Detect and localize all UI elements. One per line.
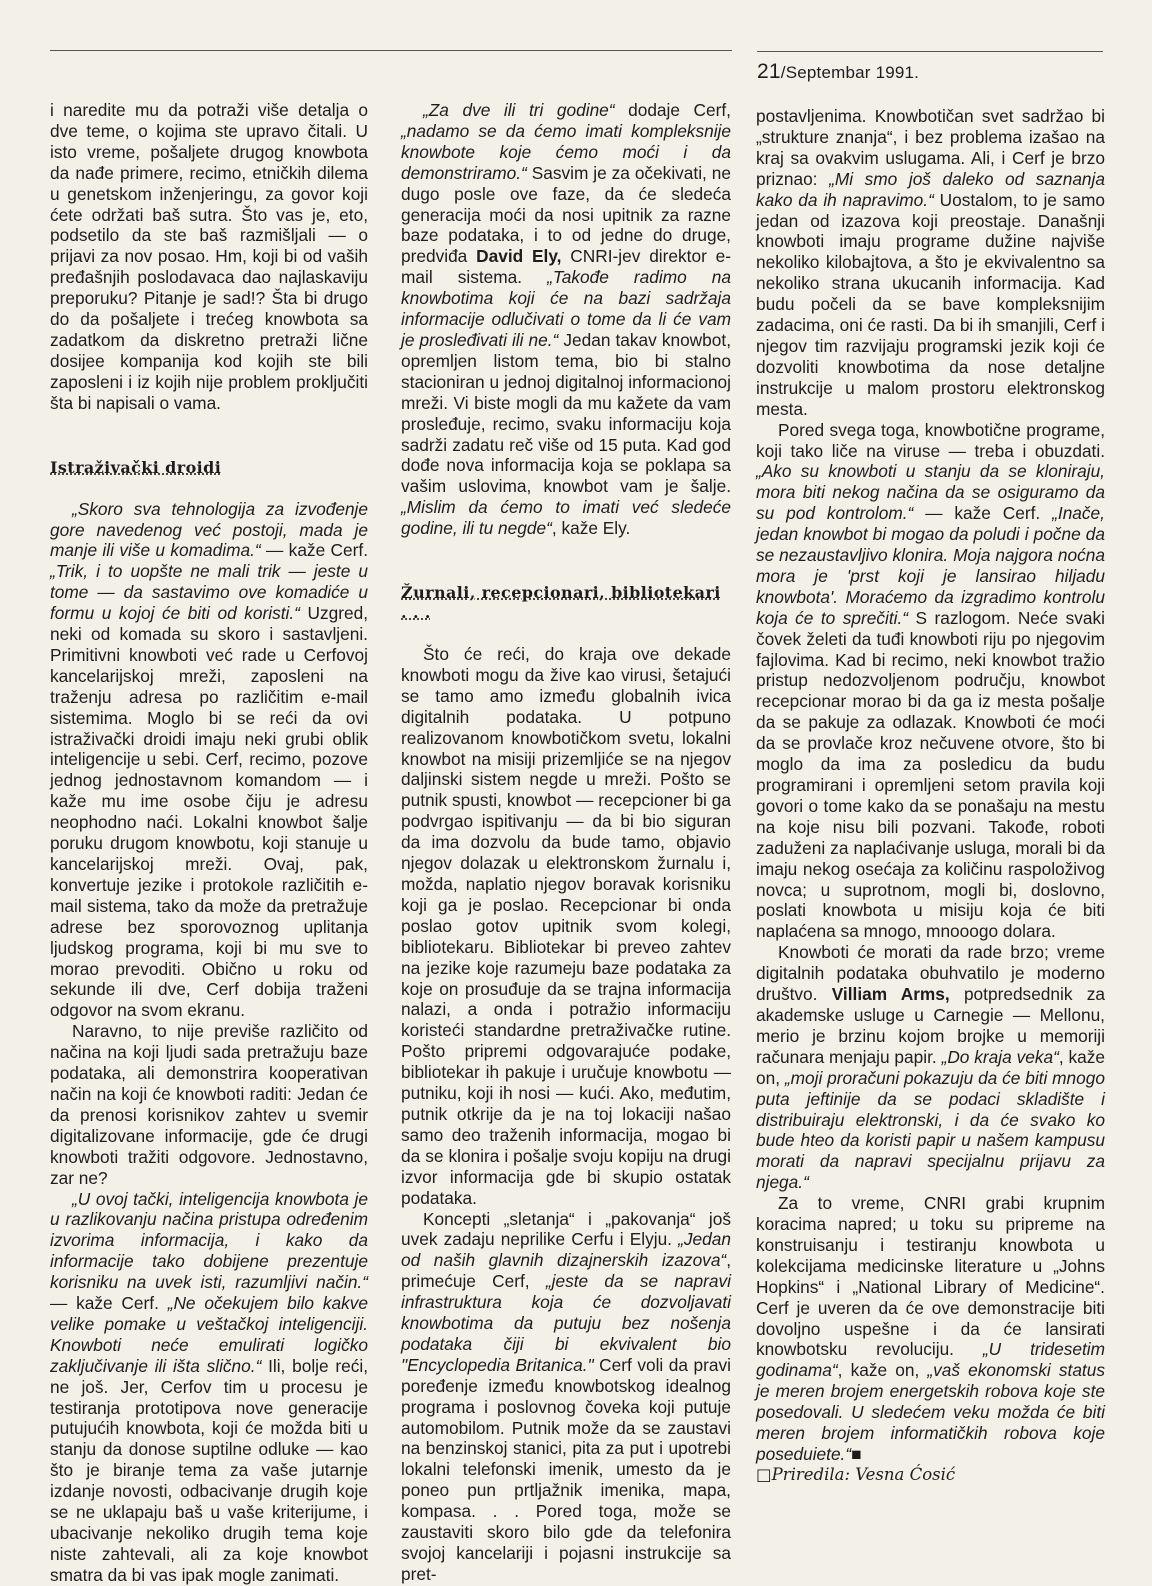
quote: „vaš ekonomski status je meren brojem energetskih robova koje ste posedovali. U sledećem veku možda će biti meren brojem informatičkih robova koje poseduiete.“ (756, 1360, 1105, 1464)
quote: „Inače, jedan knowbot bi mogao da poludi i počne da se nezaustavljivo klonira. Moja najgora noćna mora je 'prst koji je lansirao hiljadu knowbota'. Moraćemo da izgradimo kontrolu koja će to sprečiti.“ (756, 503, 1105, 628)
paragraph: „U ovoj tački, inteligencija knowbota je u razlikovanju načina pristupa određenim izvorima informacija, i kako da informacije tako dobijene prezentuje korisniku na uvek isti, razumljivi način.“ — kaže Cerf. „Ne očekujem bilo kakve velike pomake u veštačkoj inteligenciji. Knowboti neće emulirati logičko zaključivanje ili išta slično.“ Ili, bolje reći, ne još. Jer, Cerfov tim u procesu je testiranja prototipova nove generacije putujućih knowbota, koji će možda biti u stanju da donose suptilne odluke — kao što je biranje tema za vaše jutarnje izdanje novosti, odbacivanje drugih koje se ne uklapaju baš u vaše kriterijume, i ubacivanje nekoliko drugih tema koje niste zahtevali, ali za koje knowbot smatra da bi vas ipak mogle zanimati. (50, 1188, 368, 1585)
paragraph: Naravno, to nije previše različito od načina na koji ljudi sada pretražuju baze podataka, ali demonstrira kooperativan način na koji će knowboti raditi: Jedan će da prenosi korisnikov zahtev u svemir digitalizovane informacije, gde će drugi knowboti tražiti odgovore. Jednostavno, zar ne? (50, 1021, 368, 1188)
paragraph: postavljenima. Knowbotičan svet sadržao bi „strukture znanja“, i bez problema izašao na kraj sa ovakvim uslugama. Ali, i Cerf je brzo priznao: „Mi smo još daleko od saznanja kako da ih napravimo.“ Uostalom, to je samo jedan od izazova koji preostaje. Današnji knowboti imaju programe dužine najviše nekoliko kilobajtova, a što je ekvivalentno sa nekoliko strana ukucanih informacija. Kad budu počeli da se bave kompleksnijim zadacima, oni će rasti. Da bi ih smanjili, Cerf i njegov tim razvijaju programski jezik koji će dozvoliti knowbotima da nose detaljne instrukcije u malom prostoru elektronskog mesta. (756, 106, 1105, 419)
paragraph: „Za dve ili tri godine“ dodaje Cerf, „nadamo se da ćemo imati kompleksnije knowbote koje ćemo moći i da demonstriramo.“ Sasvim je za očekivati, ne dugo posle ove faze, da će sledeća generacija moći da nosi upitnik za razne baze podataka, i to od jedne do druge, predviđa David Ely, CNRI-jev direktor e-mail sistema. „Takođe radimo na knowbotima koji će na bazi sadržaja informacije odlučivati o tome da li će vam je prosleđivati ili ne.“ Jedan takav knowbot, opremljen listom tema, bio bi stalno stacioniran u jednoj digitalnoj informacionoj mreži. Vi biste mogli da mu kažete da vam prosleđuje, recimo, svaku informaciju koja sadrži zadatu reč više od 15 puta. Kad god dođe nova informacija koja se poklapa sa vašim uslovima, knowbot vam je šalje. „Mislim da ćemo to imati već sledeće godine, ili tu negde“, kaže Ely. (401, 100, 732, 539)
paragraph: i naredite mu da potraži više detalja o dve teme, o kojima ste upravo čitali. U isto vreme, pošaljete drugog knowbota da nađe primere, recimo, etničkih dilema u genetskom inženjeringu, za govor koji ćete održati baš sutra. Što vas je, eto, podsetilo da ste baš razmišljali — o prijavi za nov posao. Hm, koji bi od vaših prеđašnjih poslodavaca dao najlaskaviju preporuku? Pitanje je sad!? Šta bi drugo do da pošaljete i trećeg knowbota sa zadatkom da diskretno pretraži lične dosijee kompanija kod kojih ste bili zaposleni i iz kojih nije problem proključiti šta bi napisali o vama. (50, 100, 368, 413)
quote: „nadamo se da ćemo imati kompleksnije knowbote koje ćemo moći i da demonstriramo.“ (401, 120, 731, 183)
paragraph: „Skoro sva tehnologija za izvođenje gore navedenog već postoji, mada je manje ili više u komadima.“ — kaže Cerf. „Trik, i to uopšte ne mali trik — jeste u tome — da sastavimo ove komadiće u formu u kojoj će biti od koristi.“ Uzgred, neki od komada su skoro i sastavljeni. Primitivni knowboti već rade u Cerfovoj kancelarijskoj mreži, zaposleni na traženju adresa po različitim e-mail sistemima. Moglo bi se reći da ovi istraživački droidi imaju neki grubi oblik inteligencije u sebi. Cerf, recimo, pozove jednog jednostavnom komandom — i kaže mu ime osobe čiju je adresu neophodno naći. Lokalni knowbot šalje poruku drugom knowbotu, koji stanuje u kancelarijskoj mreži. Ovaj, pak, konvertuje jezike i protokole različitih e-mail sistema, tako da može da pretražuje adrese bez sporovoznog uplitanja ljudskog programa, koji bi mu sve to morao prevoditi. Obično u roku od sekunde ili dve, Cerf dobija traženi odgovor na svom ekranu. (50, 498, 369, 1021)
paragraph: Za to vreme, CNRI grabi krupnim koracima napred; u toku su pripreme na konstruisanju i testiranju knowbota u kolekcijama medicinske literature u „Johns Hopkins“ i „National Library of Medicine“. Cerf je uveren da će ove demonstracije biti dovoljno uspešne i da će lansirati knowbotsku revoluciju. „U tridesetim godinama“, kaže on, „vaš ekonomski status je meren brojem energetskih robova koje ste posedovali. U sledećem veku možda će biti meren brojem informatičkih robova koje poseduiete.“■ (756, 1193, 1105, 1464)
quote: „Ako su knowboti u stanju da se kloniraju, mora biti nekog načina da se osiguramo da su pod kontrolom.“ (756, 461, 1105, 524)
quote: „Za dve ili tri godine“ (423, 100, 615, 120)
paragraph: Knowboti će morati da rade brzo; vreme digitalnih podataka obuhvatilo je moderno društvo. Villiam Arms, potpredsednik za akademske usluge u Carnegie — Mellonu, merio je brzinu kojom brojke u memoriji računara menjaju papir. „Do kraja veka“, kaže on, „moji proračuni pokazuju da će biti mnogo puta jeftinije da se podaci skladište i distribuiraju elektronski, i da će svako ko bude hteo da koristi papir u našem kampusu morati da napravi specijalnu prijavu za njega.“ (756, 942, 1106, 1193)
issue-date: /Septembar 1991. (780, 63, 920, 82)
section-heading: Žurnali, recepcionari, bibliotekari . . . (401, 583, 721, 623)
quote: „U ovoj tački, inteligencija knowbota je u razlikovanju načina pristupa određenim izvorima informacija, i kako da informacije tako dobijene prezentuje korisniku na uvek isti, razumljivi način.“ (50, 1188, 368, 1293)
author-signature: □Priredila: Vesna Ćosić (756, 1464, 956, 1484)
quote: „moji proračuni pokazuju da će biti mnogo puta jeftinije da se podaci skladište i distribuiraju elektronski, i da će svako ko bude hteo da koristi papir u našem kampusu morati da napravi specijalnu prijavu za njega.“ (756, 1067, 1106, 1193)
page-number: 21 (757, 60, 781, 83)
section-heading: Istraživački droidi (50, 457, 222, 477)
quote: „Mi smo još daleko od saznanja kako da ih napravimo.“ (756, 168, 1105, 210)
paragraph: Pored svega toga, knowbotične programe, koji tako liče na viruse — treba i obuzdati. „Ako su knowboti u stanju da se kloniraju, mora biti nekog načina da se osiguramo da su pod kontrolom.“ — kaže Cerf. „Inače, jedan knowbot bi mogao da poludi i počne da se nezaustavljivo klonira. Moja najgora noćna mora je 'prst koji je lansirao hiljadu knowbota'. Moraćemo da izgradimo kontrolu koja će to sprečiti.“ S razlogom. Neće svaki čovek želeti da tuđi knowboti riju po njegovim fajlovima. Kad bi recimo, neki knowbot tražio pristup nedozvoljenom području, knowbot recepcionar morao bi da ga iz mesta pošalje da se pakuje za odlazak. Knowboti će moći da se provlače kroz nečuvene otvore, što bi moglo da ima za posledicu da budu programirani i opremljeni setom pravila koji govori o tome kako da se ponašaju na mestu na koje nisu bili pozvani. Takođe, roboti zaduženi za naplaćivanje usluga, morali bi da imaju nekog osećaja za količinu raspoloživog novca; u suprotnom, mogli bi, doslovno, poslati knowbota u misiju koja će biti naplaćena sa mnogo, mnooogo dolara. (756, 419, 1105, 942)
top-rule (50, 50, 732, 51)
column-3 (756, 106, 1105, 1486)
end-mark: ■ (851, 1444, 862, 1464)
quote: „U tridesetim godinama“ (756, 1339, 1105, 1381)
page-header (757, 60, 919, 84)
person-name: David Ely, (476, 246, 562, 267)
quote: „Mislim da ćemo to imati već sledeće godine, ili tu negde“ (401, 497, 731, 539)
quote: „Takođe radimo na knowbotima koji će na bazi sadržaja informacije odlučivati o tome da li će vam je prosleđivati ili ne.“ (401, 267, 731, 350)
column-1 (50, 100, 368, 1586)
quote: „Trik, i to uopšte ne mali trik — jeste u tome — da sastavimo ove komadiće u formu u kojoj će biti od koristi.“ (50, 561, 368, 624)
quote: „Ne očekujem bilo kakve velike pomake u veštačkoj inteligenciji. Knowboti neće emulirati logičko zaključivanje ili išta slično.“ (50, 1293, 368, 1376)
quote: „jeste da se napravi infrastruktura koja će dozvoljavati knowbotima da putuju bez nošenja podataka čiji bi ekvivalent bio "Encyclopedia Britanica." (401, 1271, 731, 1375)
top-rule-right (757, 51, 1103, 52)
quote: „Jedan od naših glavnih dizajnerskih izazova“ (401, 1229, 731, 1271)
quote: „Do kraja veka“ (941, 1046, 1059, 1067)
paragraph: Što će reći, do kraja ove dekade knowboti mogu da žive kao virusi, šetajući se tamo amo između globalnih ivica digitalnih podataka. U potpuno realizovanom knowbotičkom svetu, lokalni knowbot na misiji prizemljiće se na njegov daljinski sistem negde u mreži. Pošto se putnik spusti, knowbot — recepcioner bi ga podvrgao ispitivanju — da bi bio siguran da ima dozvolu da bude tamo, objavio njegov dolazak u elektronskom žurnalu i, možda, naplatio njegov boravak korisniku koji ga je poslao. Recepcionar bi onda poslao gotov upitnik svom kolegi, bibliotekaru. Bibliotekar bi preveo zahtev na jezike koje razumeju baze podataka za koje on prosuđuje da se trajna informacija nalazi, a onda i potražio informaciju koristeći standardne pretraživačke rutine. Pošto pripremi odgovarajuće podake, bibliotekar ih pakuje i uručuje knowbotu — putniku, koji ih nosi — kući. Ako, međutim, putnik otkrije da je na toj lokaciji našao samo deo traženih informacija, mogao bi da se klonira i pošalje svoju kopiju na drugi izvor informacija gde bi skupio ostatak podataka. (401, 644, 731, 1208)
person-name: Villiam Arms, (831, 984, 950, 1005)
paragraph: Koncepti „sletanja“ i „pakovanja“ još uvek zadaju neprilike Cerfu i Elyju. „Jedan od naših glavnih dizajnerskih izazova“, primećuje Cerf, „jeste da se napravi infrastruktura koja će dozvoljavati knowbotima da putuju bez nošenja podataka čiji bi ekvivalent bio "Encyclopedia Britanica." Cerf voli da pravi poređenje između knowbotskog idealnog programa i poslovnog čoveka koji putuje automobilom. Putnik može da se zaustavi na benzinskoj stanici, pita za put i upotrebi lokalni telefonski imenik, umesto da je poneo pun prtljažnik imenika, mapa, kompasa. . . Pored toga, može se zaustaviti skoro bilo gde da telefonira svojoj kancelariji i pojasni instrukcije sa pret- (401, 1208, 731, 1584)
column-2 (401, 100, 731, 1585)
quote: „Skoro sva tehnologija za izvođenje gore navedenog već postoji, mada je manje ili više u komadima.“ (50, 498, 368, 561)
